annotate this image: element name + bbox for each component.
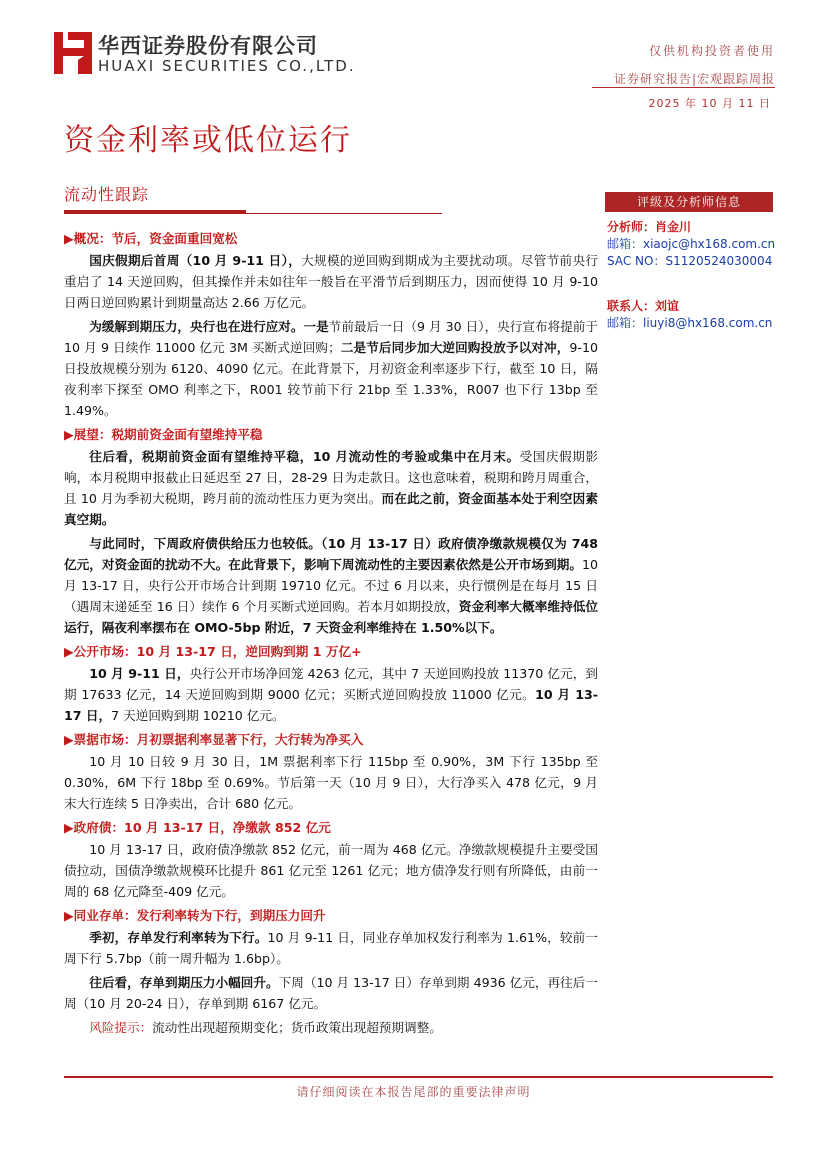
paragraph-7: 10 月 13-17 日，政府债净缴款 852 亿元，前一周为 468 亿元。净缴款规模提升主要受国债拉动，国债净缴款规模环比提升 861 亿元至 1261 亿元；地方债净发行则有所降低，由前一周的 68 亿元降至-409 亿元。 — [64, 842, 598, 899]
text-run: 受国庆假期影响，本月税期申报截止日延迟至 27 日，28-29 日为走款日。这也意味着，税期和跨月周重合，且 10 月为季初大税期，跨月前的流动性压力更为突出。 — [64, 449, 598, 506]
bold-run: 二是节后同步加大逆回购投放予以对冲， — [340, 340, 570, 355]
risk-text: 流动性出现超预期变化；货币政策出现超预期调整。 — [152, 1020, 442, 1035]
paragraph-5 — [64, 663, 598, 726]
risk-label: 风险提示： — [89, 1020, 153, 1035]
text-run: 9-10 日投放规模分别为 6120、4090 亿元。在此背景下，月初资金利率逐步下行，截至 10 日，隔夜利率下探至 OMO 利率之下，R001 较节前下行 21bp 至 1.33%，R007 也下行 13bp 至 1.49%。 — [64, 340, 598, 418]
paragraph-6: 10 月 10 日较 9 月 30 日，1M 票据利率下行 115bp 至 0.90%，3M 下行 135bp 至 0.30%，6M 下行 18bp 至 0.69%。节后第一天（10 月 9 日），大行净买入 478 亿元，9 月末大行连续 5 日净卖出，合计 680 亿元。 — [64, 754, 598, 811]
contact-email[interactable]: 邮箱：liuyi8@hx168.com.cn — [607, 316, 773, 330]
bold-run: 而在此之前，资金面基本处于利空因素真空期。 — [64, 491, 598, 527]
bold-run: 10 月 9-11 日， — [89, 666, 190, 681]
section-underline-bar — [64, 210, 246, 214]
sidebar-heading: 评级及分析师信息 — [605, 192, 773, 212]
section-underline-line — [246, 213, 442, 214]
bold-run: 与此同时，下周政府债供给压力也较低。（10 月 13-17 日）政府债净缴款规模仅为 748 亿元，对资金面的扰动不大。在此背景下，影响下周流动性的主要因素依然是公开市场到期。 — [64, 536, 598, 572]
contact-name: 联系人：刘谊 — [607, 299, 680, 313]
text-run: 央行公开市场净回笼 4263 亿元，其中 7 天逆回购投放 11370 亿元，到期 17633 亿元，14 天逆回购到期 9000 亿元；买断式逆回购投放 11000 亿元。 — [64, 666, 598, 702]
company-name-en: HUAXI SECURITIES CO.,LTD. — [98, 57, 356, 75]
heading-overview: ▶概况：节后，资金面重回宽松 — [64, 231, 238, 246]
paragraph-8 — [64, 927, 598, 969]
analyst-name: 分析师：肖金川 — [607, 220, 692, 234]
heading-gov-bonds: ▶政府债：10 月 13-17 日，净缴款 852 亿元 — [64, 820, 331, 835]
text-run: 10 月 13-17 日，央行公开市场合计到期 19710 亿元。不过 6 月以来，央行惯例是在每月 15 日（遇周末递延至 16 日）续作 6 个月买断式逆回购。若本月如期投放， — [64, 557, 598, 614]
company-name-cn: 华西证券股份有限公司 — [98, 34, 318, 58]
paragraph-3 — [64, 446, 598, 530]
bold-run: 10 月 13-17 日， — [64, 687, 598, 723]
heading-ncd: ▶同业存单：发行利率转为下行，到期压力回升 — [64, 908, 326, 923]
footer-divider — [64, 1076, 773, 1078]
text-run: 大规模的逆回购到期成为主要扰动项。尽管节前央行重启了 14 天逆回购，但其操作并未如往年一般旨在平滑节后到期压力，因而使得 10 月 9-10 日两日逆回购累计到期量高达 2.66 万亿元。 — [64, 253, 598, 310]
risk-warning — [64, 1017, 598, 1038]
analyst-sac-number: SAC NO：S1120524030004 — [607, 254, 773, 268]
bold-run: 为缓解到期压力，央行也在进行应对。一是 — [89, 319, 329, 334]
heading-bill-market: ▶票据市场：月初票据利率显著下行，大行转为净买入 — [64, 732, 364, 747]
paragraph-4 — [64, 533, 598, 638]
page-title: 资金利率或低位运行 — [64, 123, 352, 158]
heading-outlook: ▶展望：税期前资金面有望维持平稳 — [64, 427, 263, 442]
report-type: 证券研究报告|宏观跟踪周报 — [613, 72, 775, 86]
text-run: 7 天逆回购到期 10210 亿元。 — [111, 708, 285, 723]
report-body — [64, 228, 598, 1041]
paragraph-1 — [64, 250, 598, 313]
analyst-email[interactable]: 邮箱：xiaojc@hx168.com.cn — [607, 237, 776, 251]
report-date: 2025 年 10 月 11 日 — [648, 97, 771, 110]
audience-note: 仅供机构投资者使用 — [648, 44, 775, 58]
footer-disclaimer: 请仔细阅读在本报告尾部的重要法律声明 — [296, 1085, 531, 1099]
heading-open-market: ▶公开市场：10 月 13-17 日，逆回购到期 1 万亿+ — [64, 644, 362, 659]
bold-run: 往后看，税期前资金面有望维持平稳，10 月流动性的考验或集中在月末。 — [89, 449, 520, 464]
bold-run: 往后看，存单到期压力小幅回升。 — [89, 975, 279, 990]
bold-run: 国庆假期后首周（10 月 9-11 日）， — [89, 253, 302, 268]
text-run: 下周（10 月 13-17 日）存单到期 4936 亿元，再往后一周（10 月 20-24 日），存单到期 6167 亿元。 — [64, 975, 598, 1011]
text-run: 节前最后一日（9 月 30 日），央行宣布将提前于 10 月 9 日续作 11000 亿元 3M 买断式逆回购； — [64, 319, 599, 355]
header-divider — [592, 87, 775, 88]
bold-run: 资金利率大概率维持低位运行，隔夜利率摆布在 OMO-5bp 附近，7 天资金利率维持在 1.50%以下。 — [64, 599, 598, 635]
text-run: 10 月 9-11 日，同业存单加权发行利率为 1.61%，较前一周下行 5.7bp（前一周升幅为 1.6bp）。 — [64, 930, 598, 966]
bold-run: 季初，存单发行利率转为下行。 — [89, 930, 268, 945]
paragraph-9 — [64, 972, 598, 1014]
company-logo-icon — [54, 30, 92, 76]
section-title: 流动性跟踪 — [64, 185, 150, 204]
paragraph-2 — [64, 316, 598, 421]
